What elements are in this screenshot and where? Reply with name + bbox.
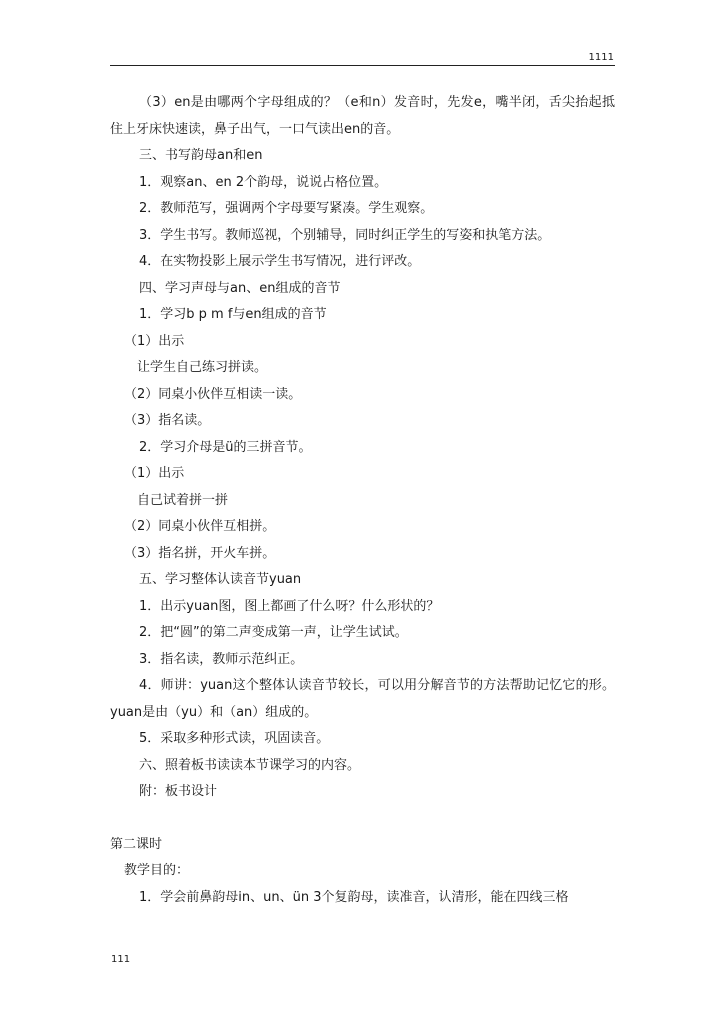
list-item: （1）出示 bbox=[124, 466, 185, 481]
document-body bbox=[110, 90, 615, 911]
objectives-heading: 教学目的： bbox=[124, 863, 190, 878]
list-item: （3）指名读。 bbox=[124, 413, 211, 428]
appendix-label: 附：板书设计 bbox=[139, 784, 218, 799]
list-item-text: 自己试着拼一拼 bbox=[137, 492, 229, 508]
page-header-number: 1111 bbox=[588, 52, 614, 63]
list-item: 4．师讲：yuan这个整体认读音节较长，可以用分解音节的方法帮助记忆它的形。yuan是由（yu）和（an）组成的。 bbox=[110, 678, 615, 720]
list-item: 2．把“圆”的第二声变成第一声，让学生试试。 bbox=[139, 625, 408, 640]
list-item: 2．教师范写，强调两个字母要写紧凑。学生观察。 bbox=[139, 201, 434, 216]
list-item: 1．观察an、en 2个韵母，说说占格位置。 bbox=[139, 174, 388, 190]
section-heading-6: 六、照着板书读读本节课学习的内容。 bbox=[139, 757, 361, 773]
header-rule bbox=[110, 65, 615, 66]
list-item: （1）出示 bbox=[124, 333, 185, 349]
list-item: （2）同桌小伙伴互相读一读。 bbox=[124, 386, 302, 402]
section-heading-5: 五、学习整体认读音节yuan bbox=[139, 572, 302, 587]
list-item: 1．学习b p m f与en组成的音节 bbox=[139, 307, 327, 322]
section-heading-4: 四、学习声母与an、en组成的音节 bbox=[139, 280, 341, 296]
list-item: 3．学生书写。教师巡视，个别辅导，同时纠正学生的写姿和执笔方法。 bbox=[139, 227, 551, 243]
list-item: 1．出示yuan图，图上都画了什么呀？什么形状的？ bbox=[139, 598, 440, 614]
list-item: （3）指名拼，开火车拼。 bbox=[124, 545, 276, 561]
list-item-text: 让学生自己练习拼读。 bbox=[137, 360, 268, 375]
list-item: 5．采取多种形式读，巩固读音。 bbox=[139, 731, 330, 746]
list-item: 4．在实物投影上展示学生书写情况，进行评改。 bbox=[139, 254, 421, 269]
paragraph-en-intro: （3）en是由哪两个字母组成的？（e和n）发音时，先发e，嘴半闭，舌尖抬起抵住上牙床快速读，鼻子出气，一口气读出en的音。 bbox=[110, 95, 615, 137]
list-item: 3．指名读，教师示范纠正。 bbox=[139, 651, 304, 667]
list-item: 1．学会前鼻韵母in、un、ün 3个复韵母，读准音，认清形，能在四线三格 bbox=[139, 889, 569, 905]
list-item: （2）同桌小伙伴互相拼。 bbox=[124, 519, 276, 534]
list-item: 2．学习介母是ü的三拼音节。 bbox=[139, 439, 312, 455]
page-footer-number: 111 bbox=[111, 954, 131, 965]
section-heading-3: 三、书写韵母an和en bbox=[139, 148, 263, 163]
lesson-title: 第二课时 bbox=[110, 836, 163, 852]
